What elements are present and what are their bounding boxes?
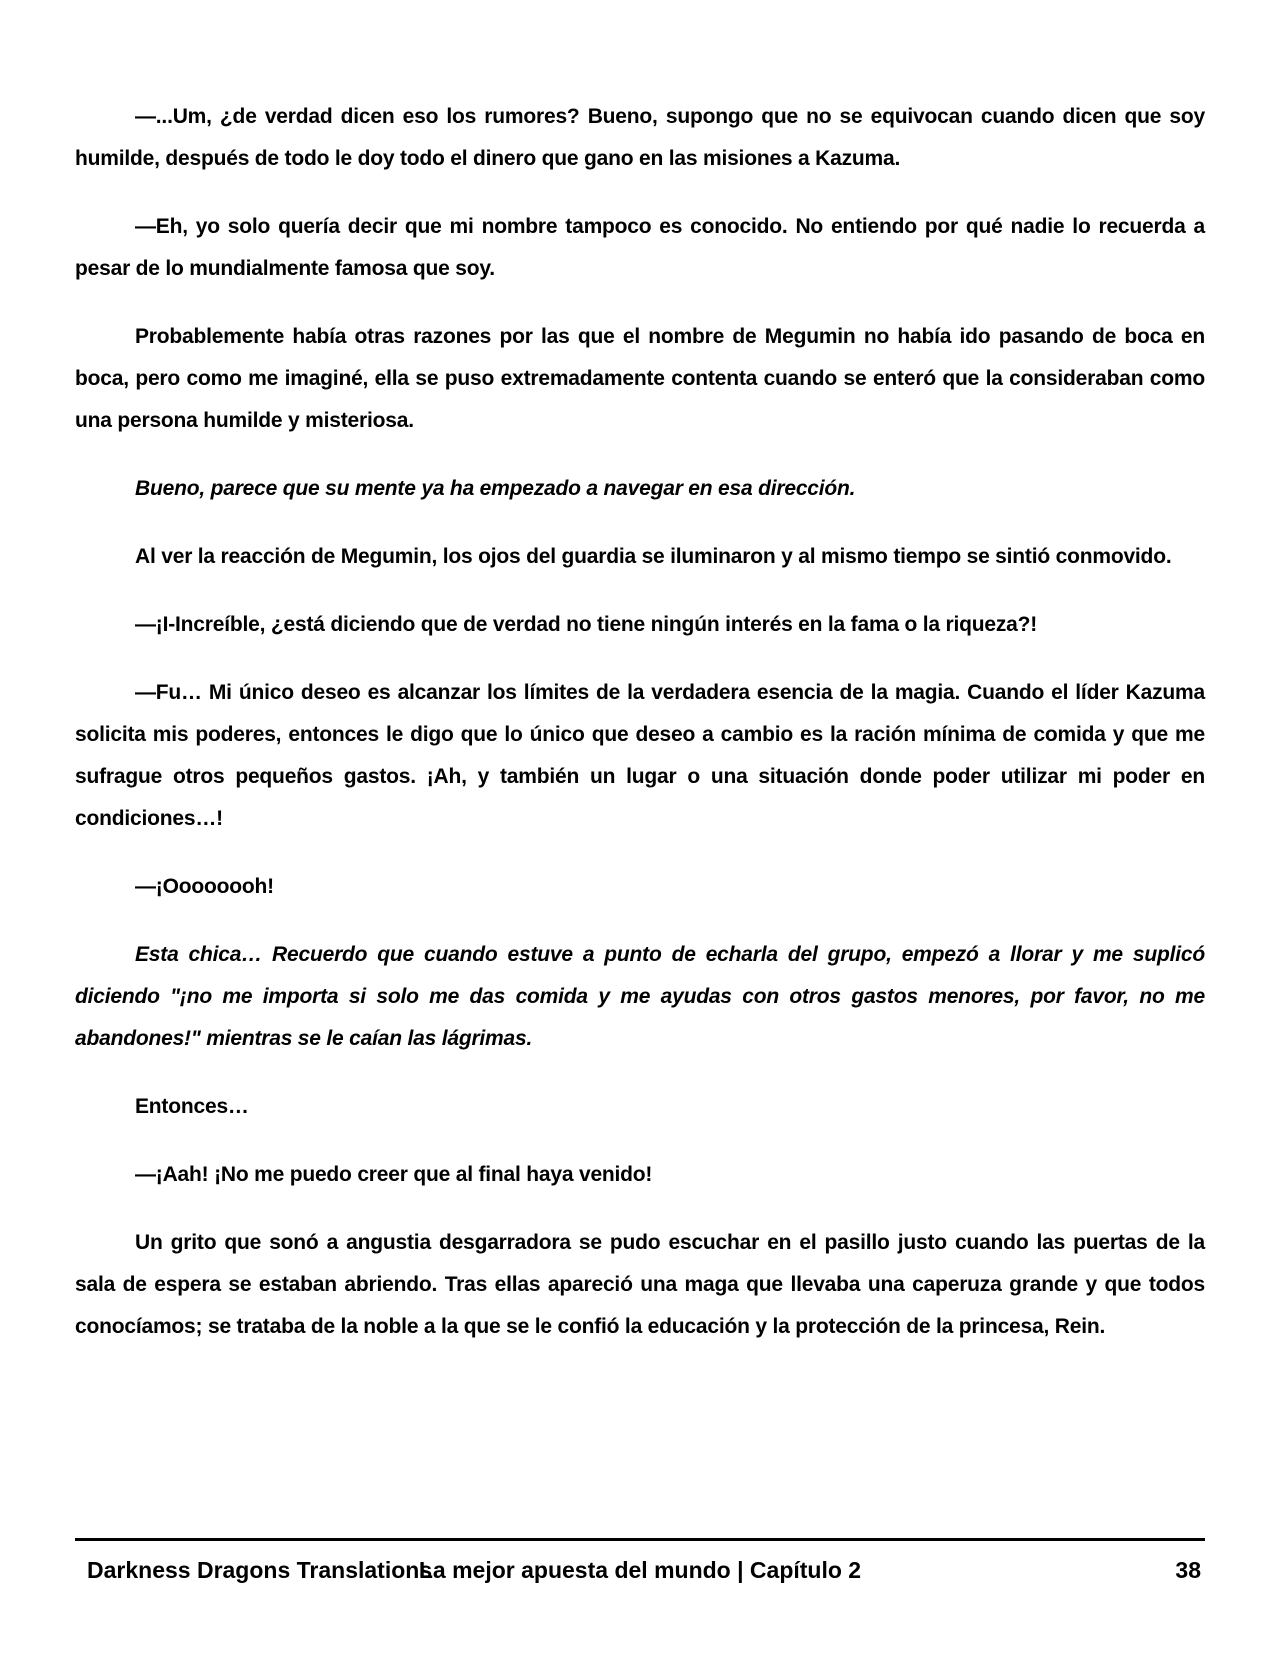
paragraph-12: Un grito que sonó a angustia desgarradora se pudo escuchar en el pasillo justo cuando las puertas de la sala de espera se estaban abriendo. Tras ellas apareció una maga que llevaba una caperuza grande y que todos conocíamos; se trataba de la noble a la que se le confió la educación y la protección de la princesa, Rein. bbox=[75, 1231, 1205, 1338]
paragraph-11: —¡Aah! ¡No me puedo creer que al final haya venido! bbox=[135, 1163, 653, 1186]
paragraph-4-italic: Bueno, parece que su mente ya ha empezado a navegar en esa dirección. bbox=[135, 477, 856, 500]
paragraph-7: —Fu… Mi único deseo es alcanzar los límites de la verdadera esencia de la magia. Cuando el líder Kazuma solicita mis poderes, entonces le digo que lo único que deseo a cambio es la ración mínima de comida y que me sufrague otros pequeños gastos. ¡Ah, y también un lugar o una situación donde poder utilizar mi poder en condiciones…! bbox=[75, 681, 1205, 830]
paragraph-8: —¡Oooooooh! bbox=[135, 875, 274, 898]
footer-divider bbox=[75, 1538, 1205, 1541]
paragraph-2: —Eh, yo solo quería decir que mi nombre tampoco es conocido. No entiendo por qué nadie lo recuerda a pesar de lo mundialmente famosa que soy. bbox=[75, 215, 1205, 280]
paragraph-3: Probablemente había otras razones por las que el nombre de Megumin no había ido pasando de boca en boca, pero como me imaginé, ella se puso extremadamente contenta cuando se enteró que la consideraban como una persona humilde y misteriosa. bbox=[75, 325, 1205, 432]
paragraph-10: Entonces… bbox=[135, 1095, 249, 1118]
page-footer bbox=[75, 1550, 1205, 1590]
paragraph-6: —¡I-Increíble, ¿está diciendo que de verdad no tiene ningún interés en la fama o la riqueza?! bbox=[135, 613, 1038, 636]
footer-publisher: Darkness Dragons Translations bbox=[87, 1557, 433, 1583]
paragraph-1: —...Um, ¿de verdad dicen eso los rumores? Bueno, supongo que no se equivocan cuando dicen que soy humilde, después de todo le doy todo el dinero que gano en las misiones a Kazuma. bbox=[75, 105, 1205, 170]
footer-chapter-title: La mejor apuesta del mundo | Capítulo 2 bbox=[418, 1557, 862, 1583]
paragraph-9-italic: Esta chica… Recuerdo que cuando estuve a punto de echarla del grupo, empezó a llorar y me suplicó diciendo "¡no me importa si solo me das comida y me ayudas con otros gastos menores, por favor, no me abandones!" mientras se le caían las lágrimas. bbox=[75, 943, 1205, 1050]
footer-page-number: 38 bbox=[1175, 1557, 1201, 1583]
paragraph-5: Al ver la reacción de Megumin, los ojos del guardia se iluminaron y al mismo tiempo se sintió conmovido. bbox=[135, 545, 1172, 568]
page-body bbox=[75, 96, 1205, 1374]
